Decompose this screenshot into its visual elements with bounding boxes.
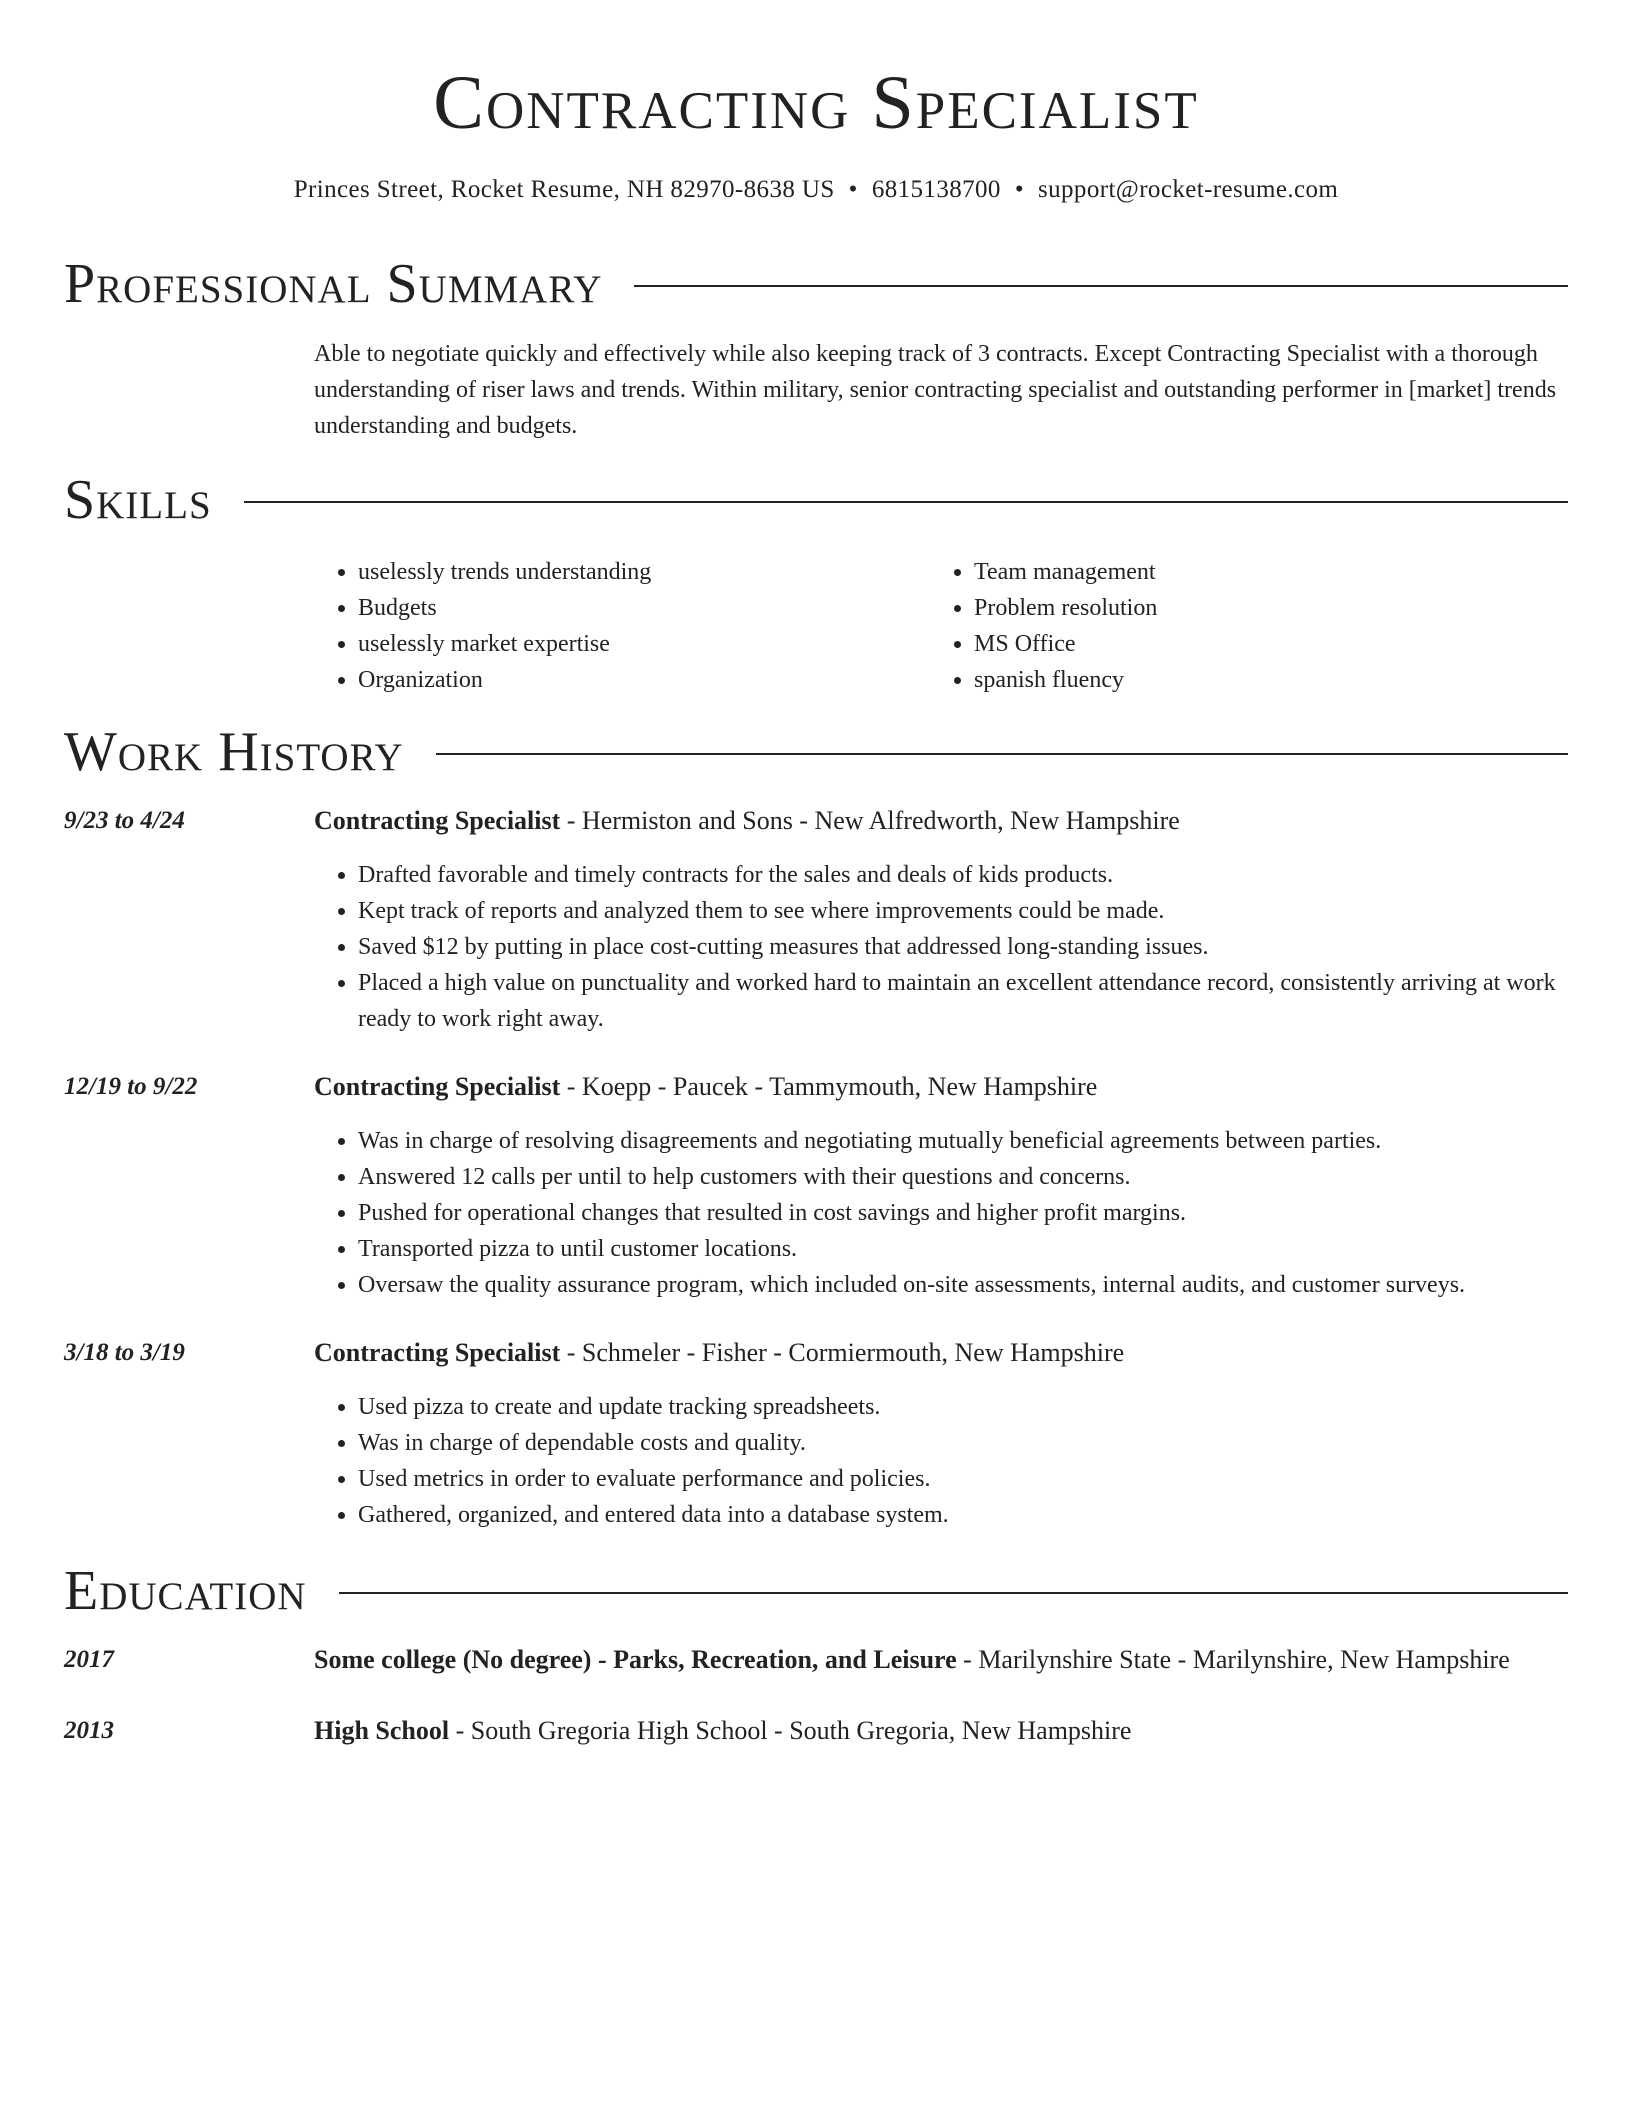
skills-column-left	[314, 554, 930, 698]
job-dates: 12/19 to 9/22	[64, 1073, 198, 1100]
job-title-line	[314, 1069, 1568, 1105]
skills-list	[314, 554, 1568, 698]
skill-item: • uselessly market expertise	[358, 626, 930, 662]
job-dates: 9/23 to 4/24	[64, 807, 185, 834]
work-section-header	[64, 720, 1568, 784]
job-title: Contracting Specialist	[314, 1072, 561, 1101]
contact-separator: •	[848, 176, 858, 203]
education-details: - South Gregoria High School - South Gregoria, New Hampshire	[449, 1716, 1132, 1745]
skill-item: • Organization	[358, 662, 930, 698]
job-title-line	[314, 1335, 1568, 1371]
skill-item: • uselessly trends understanding	[358, 554, 930, 590]
job-bullet: • Placed a high value on punctuality and worked hard to maintain an excellent attendance record, consistently arriving at work ready to work right away.	[358, 965, 1568, 1037]
job-bullet: • Was in charge of resolving disagreements and negotiating mutually beneficial agreements between parties.	[358, 1123, 1568, 1159]
job-details: - Hermiston and Sons - New Alfredworth, New Hampshire	[560, 806, 1180, 835]
job-bullets	[314, 857, 1568, 1037]
skill-item: • Budgets	[358, 590, 930, 626]
summary-heading: Professional Summary	[64, 253, 603, 315]
section-divider	[634, 285, 1568, 287]
job-details: - Koepp - Paucek - Tammymouth, New Hampshire	[560, 1072, 1098, 1101]
skill-item: • Team management	[974, 554, 1546, 590]
contact-address: Princes Street, Rocket Resume, NH 82970-8638 US	[293, 176, 835, 203]
summary-section-header	[64, 252, 1568, 316]
contact-line	[0, 174, 1632, 206]
job-details: - Schmeler - Fisher - Cormiermouth, New Hampshire	[560, 1338, 1125, 1367]
job-bullet: • Transported pizza to until customer locations.	[358, 1231, 1568, 1267]
contact-phone: 6815138700	[871, 176, 1001, 203]
job-bullet: • Answered 12 calls per until to help customers with their questions and concerns.	[358, 1159, 1568, 1195]
job-bullet: • Gathered, organized, and entered data into a database system.	[358, 1497, 1568, 1533]
skills-column-right	[930, 554, 1546, 698]
job-bullets	[314, 1389, 1568, 1533]
education-line	[314, 1642, 1568, 1678]
job-bullets	[314, 1123, 1568, 1303]
job-title: Contracting Specialist	[314, 1338, 561, 1367]
job-bullet: • Was in charge of dependable costs and quality.	[358, 1425, 1568, 1461]
section-divider	[339, 1592, 1568, 1594]
job-title: Contracting Specialist	[314, 806, 561, 835]
contact-email: support@rocket-resume.com	[1037, 176, 1339, 203]
job-bullet: • Drafted favorable and timely contracts for the sales and deals of kids products.	[358, 857, 1568, 893]
education-heading: Education	[64, 1560, 307, 1622]
education-section-header	[64, 1559, 1568, 1623]
job-bullet: • Saved $12 by putting in place cost-cutting measures that addressed long-standing issues.	[358, 929, 1568, 965]
education-details: - Marilynshire State - Marilynshire, New Hampshire	[956, 1645, 1510, 1674]
job-bullet: • Pushed for operational changes that resulted in cost savings and higher profit margins.	[358, 1195, 1568, 1231]
job-bullet: • Kept track of reports and analyzed them to see where improvements could be made.	[358, 893, 1568, 929]
education-year: 2017	[64, 1646, 114, 1673]
skills-heading: Skills	[64, 469, 212, 531]
education-line	[314, 1713, 1568, 1749]
skill-item: • MS Office	[974, 626, 1546, 662]
education-degree: Some college (No degree) - Parks, Recreation, and Leisure	[314, 1645, 957, 1674]
skill-item: • Problem resolution	[974, 590, 1546, 626]
job-bullet: • Used metrics in order to evaluate performance and policies.	[358, 1461, 1568, 1497]
skill-item: • spanish fluency	[974, 662, 1546, 698]
skills-section-header	[64, 468, 1568, 532]
education-year: 2013	[64, 1717, 114, 1744]
job-bullet: • Oversaw the quality assurance program, which included on-site assessments, internal audits, and customer surveys.	[358, 1267, 1568, 1303]
work-heading: Work History	[64, 721, 404, 783]
job-title-line	[314, 803, 1568, 839]
job-dates: 3/18 to 3/19	[64, 1339, 185, 1366]
education-degree: High School	[314, 1716, 450, 1745]
summary-text: Able to negotiate quickly and effectively while also keeping track of 3 contracts. Except Contracting Specialist with a thorough understanding of riser laws and trends. Within military, senior contracting specialist and outstanding performer in [market] trends understanding and budgets.	[314, 341, 1557, 439]
job-bullet: • Used pizza to create and update tracking spreadsheets.	[358, 1389, 1568, 1425]
section-divider	[436, 753, 1568, 755]
contact-separator: •	[1014, 176, 1024, 203]
section-divider	[244, 501, 1568, 503]
candidate-name: Contracting Specialist	[433, 61, 1199, 145]
